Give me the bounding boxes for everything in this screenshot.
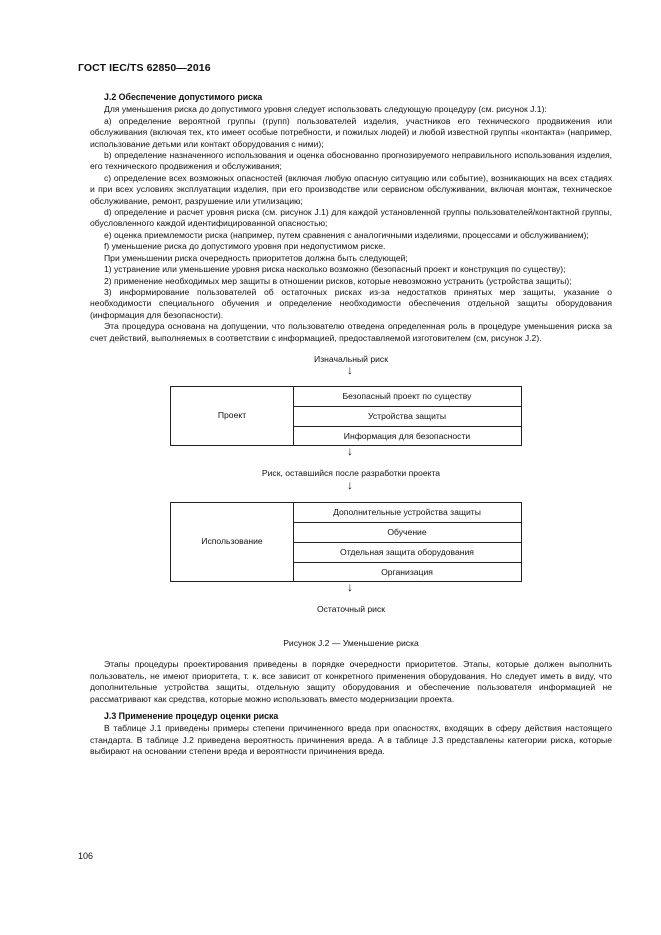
list-item-c: c) определение всех возможных опасностей (включая любую опасную ситуацию или событие), возникающих на всех стадиях и при всех условиях эксплуатации изделия, при его производстве или сервисном обслуживании, включая монтаж, техническое обслуживание, ремонт, разрушение или утилизацию; [90,172,612,206]
section-heading-j3: J.3 Применение процедур оценки риска [104,710,279,721]
list-item-d: d) определение и расчет уровня риска (см. рисунок J.1) для каждой установленной группы пользователей/контактной группы, обусловленного каждой идентифицированной опасностью; [90,207,612,229]
design-measure: Устройства защиты [293,407,521,427]
design-label: Проект [171,387,294,445]
paragraph: В таблице J.1 приведены примеры степени причиненного вреда при опасностях, входящих в сферу действия настоящего стандарта. В таблице J.2 приведена вероятность причинения вреда. А в таблице J.3 представлены категории риска, которые выбирают на основании степени вреда и вероятности причинения вреда. [90,723,612,757]
use-label: Использование [171,503,294,581]
use-measures [293,503,521,581]
section-heading-j2: J.2 Обеспечение допустимого риска [104,92,263,102]
paragraph: При уменьшении риска очередность приоритетов должна быть следующей; [104,252,408,263]
arrow-down-icon: ↓ [347,579,353,594]
arrow-down-icon: ↓ [347,362,353,377]
design-measures [293,387,521,445]
paragraph: Эта процедура основана на допущении, что пользователю отведена определенная роль в процедуре уменьшения риска за счет действий, выполняемых в соответствии с информацией, предоставляемой изготовителем (см, рисунок J.2). [90,321,612,343]
figure-caption: Рисунок J.2 — Уменьшение риска [283,637,419,648]
priority-item-2: 2) применение необходимых мер защиты в отношении рисков, которые невозможно устранить (устройства защиты); [104,275,572,286]
use-measure: Обучение [293,523,521,543]
residual-risk-label: Остаточный риск [316,603,386,614]
page-number: 106 [78,851,94,861]
standard-header: ГОСТ IEC/TS 62850—2016 [78,62,211,74]
use-measure: Отдельная защита оборудования [293,543,521,563]
paragraph: Этапы процедуры проектирования приведены в порядке очередности приоритетов. Этапы, которые должен выполнить пользователь, не имеют приоритета, т. к. все зависит от конкретного применения оборудования. Но следует иметь в виду, что дополнительные устройства защиты, отдельную защиту оборудования и обеспечение пользователя информацией не рассматривают как средства, которые можно использовать вместо модернизации проекта. [90,659,612,704]
design-measure: Безопасный проект по существу [293,387,521,407]
initial-risk-label: Изначальный риск [314,353,388,364]
list-item-a: a) определение вероятной группы (групп) пользователей изделия, участников его технического продвижения или обслуживания (включая тех, кто имеет особые потребности, и пожилых людей) и любой известной группы «контакта» (например, использование детьми или контакт оборудования с ними); [90,115,612,149]
use-measure: Организация [381,567,433,578]
risk-reduction-diagram [90,354,612,630]
paragraph: Для уменьшения риска до допустимого уровня следует использовать следующую процедуру (см. рисунок J.1): [104,104,547,115]
arrow-down-icon: ↓ [347,477,353,492]
priority-item-1: 1) устранение или уменьшение уровня риска насколько возможно (безопасный проект и конструкция по существу); [104,264,566,275]
list-item-e: e) оценка приемлемости риска (например, путем сравнения с аналогичными изделиями, процессами и обслуживанием); [104,229,589,240]
use-measure: Дополнительные устройства защиты [293,503,521,523]
design-box [170,386,522,446]
list-item-f: f) уменьшение риска до допустимого уровня при недопустимом риске. [104,241,386,252]
page-content [90,92,612,758]
arrow-down-icon: ↓ [347,443,353,458]
priority-item-3: 3) информирование пользователей об остаточных рисках из-за недостатков принятых мер защиты, указание о необходимости специального обучения и определение необходимости обеспечения отдельной защиты оборудования (информация для безопасности). [90,286,612,320]
design-measure: Информация для безопасности [343,431,471,442]
use-box [170,502,522,582]
residual-after-design-label: Риск, оставшийся после разработки проекта [261,467,441,478]
list-item-b: b) определение назначенного использования и оценка обоснованно прогнозируемого неправильного использования изделия, его технического продвижения и обслуживания; [90,150,612,172]
